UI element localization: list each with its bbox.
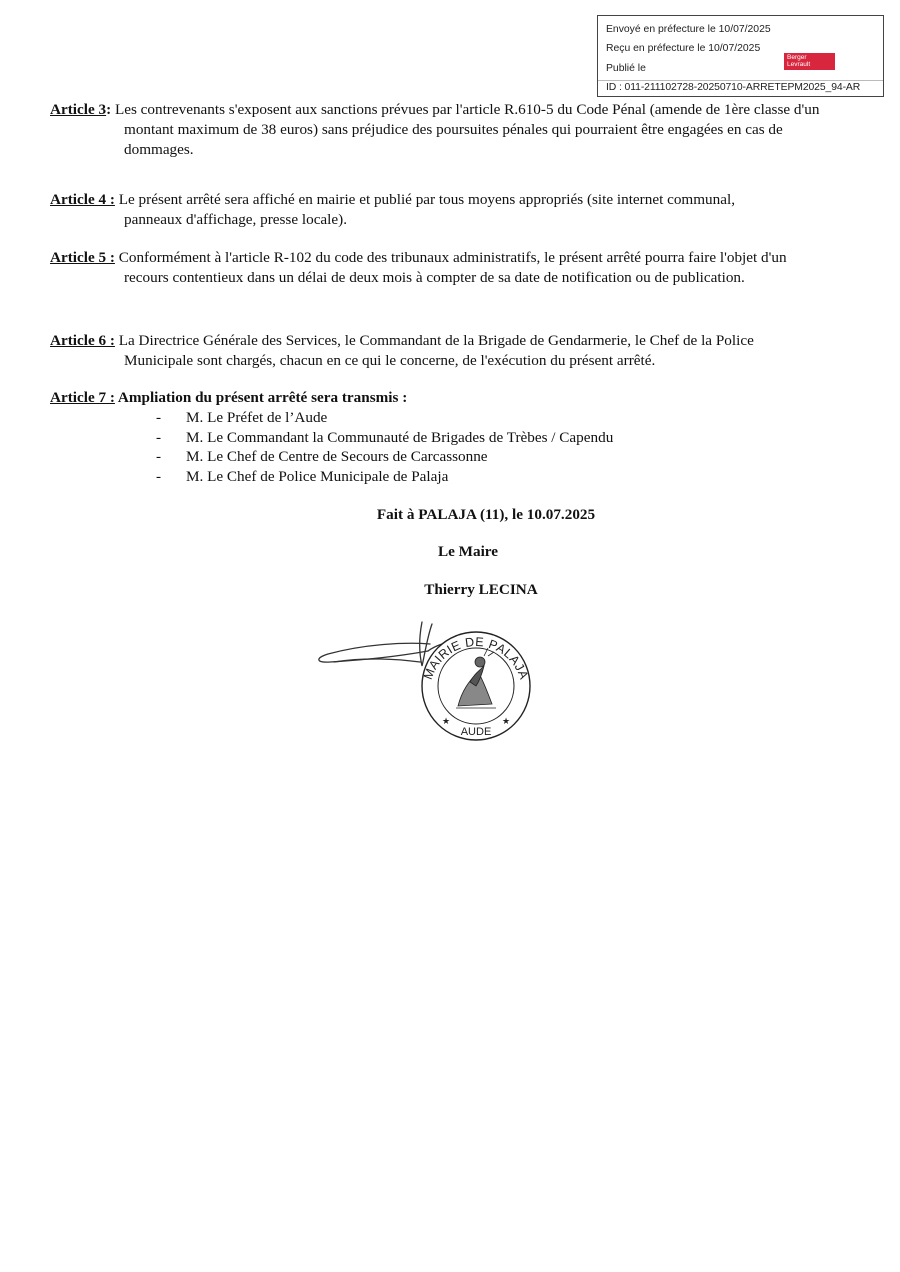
seal-star-icon: ★ xyxy=(501,716,511,726)
seal-bottom-text: AUDE xyxy=(460,726,492,738)
article-4-text: Le présent arrêté sera affiché en mairie et publié par tous moyens appropriés (site internet communal, xyxy=(114,191,735,208)
article-7 xyxy=(50,388,860,486)
recipient-item: - M. Le Préfet de l’Aude xyxy=(156,408,860,428)
article-5-first-line xyxy=(50,248,860,268)
berger-levrault-logo xyxy=(784,53,835,70)
article-6-continuation: Municipale sont chargés, chacun en ce qui le concerne, de l'exécution du présent arrêté. xyxy=(124,352,656,369)
stamp-sent-date: Envoyé en préfecture le 10/07/2025 xyxy=(606,24,771,35)
article-5-label: Article 5 : xyxy=(50,249,115,266)
ampliation-title: Ampliation du présent arrêté sera transmis : xyxy=(114,389,408,406)
ampliation-recipient-list xyxy=(50,408,860,486)
article-5-text: Conformément à l'article R-102 du code des tribunaux administratifs, le présent arrêté pourra faire l'objet d'un xyxy=(114,249,787,266)
article-3-continuation: dommages. xyxy=(124,141,194,158)
article-3-label: Article 3 xyxy=(50,101,107,118)
article-7-first-line xyxy=(50,388,860,408)
prefecture-stamp xyxy=(597,15,884,97)
article-3-label-suffix: : xyxy=(106,101,112,118)
logo-line-2: Levrault xyxy=(787,61,811,68)
article-3 xyxy=(50,100,860,160)
signatory-role: Le Maire xyxy=(437,543,499,560)
stamp-divider xyxy=(598,80,883,81)
article-7-label: Article 7 : xyxy=(50,389,115,406)
article-3-first-line xyxy=(50,100,860,120)
signatory-name: Thierry LECINA xyxy=(424,581,538,598)
article-4-label: Article 4 : xyxy=(50,191,115,208)
recipient-item: - M. Le Chef de Police Municipale de Palaja xyxy=(156,467,860,487)
article-3-text: Les contrevenants s'exposent aux sanctions prévues par l'article R.610-5 du Code Pénal (amende de 1ère classe d'un xyxy=(111,101,820,118)
seal-emblem-icon xyxy=(456,648,496,708)
recipient-item: - M. Le Commandant la Communauté de Brigades de Trèbes / Capendu xyxy=(156,428,860,448)
seal-top-text: MAIRIE DE PALAJA xyxy=(420,634,532,682)
article-4-first-line xyxy=(50,190,860,210)
stamp-published: Publié le xyxy=(606,63,646,74)
place-and-date: Fait à PALAJA (11), le 10.07.2025 xyxy=(376,506,596,523)
article-3-continuation: montant maximum de 38 euros) sans préjudice des poursuites pénales qui pourraient être engagées en cas de xyxy=(124,121,783,138)
mairie-seal xyxy=(421,632,531,740)
article-5-continuation: recours contentieux dans un délai de deux mois à compter de sa date de notification ou de publication. xyxy=(124,269,745,286)
logo-line-1: Berger xyxy=(787,54,807,61)
recipient-item: - M. Le Chef de Centre de Secours de Carcassonne xyxy=(156,447,860,467)
article-5 xyxy=(50,248,860,288)
stamp-received-date: Reçu en préfecture le 10/07/2025 xyxy=(606,43,761,54)
article-6-text: La Directrice Générale des Services, le Commandant de la Brigade de Gendarmerie, le Chef de la Police xyxy=(114,332,754,349)
article-6 xyxy=(50,331,860,371)
seal-star-icon: ★ xyxy=(441,716,451,726)
article-4-continuation: panneaux d'affichage, presse locale). xyxy=(124,211,347,228)
stamp-document-id: ID : 011-211102728-20250710-ARRETEPM2025_94-AR xyxy=(606,82,861,93)
article-6-label: Article 6 : xyxy=(50,332,115,349)
handwritten-signature xyxy=(319,622,442,666)
signature-and-seal xyxy=(310,618,550,743)
article-6-first-line xyxy=(50,331,860,351)
article-4 xyxy=(50,190,860,230)
